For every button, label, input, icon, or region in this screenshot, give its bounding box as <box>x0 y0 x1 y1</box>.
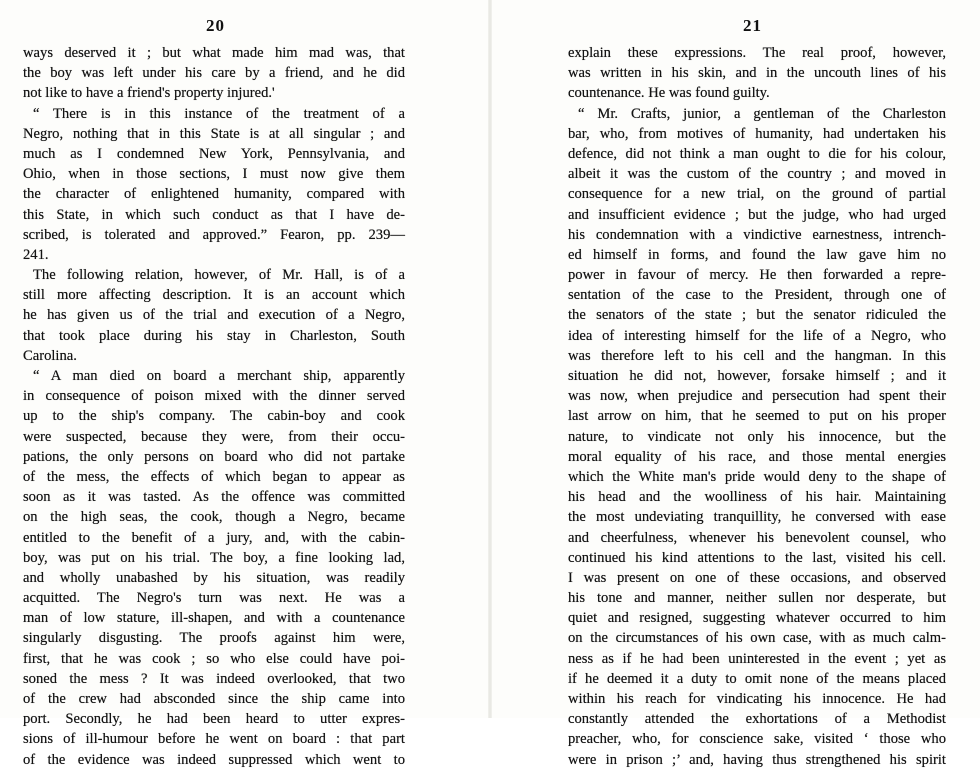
text-line: in consequence of poison mixed with the dinner served <box>23 388 405 405</box>
text-line: Negro, nothing that in this State is at all singular ; and <box>23 125 405 142</box>
text-line: albeit it was the custom of the country ; and moved in <box>568 166 946 183</box>
text-line: was now, when prejudice and persecution had spent their <box>568 388 946 405</box>
text-line: his tone and manner, neither sullen nor desperate, but <box>568 590 946 607</box>
text-line: Carolina. <box>23 347 77 364</box>
text-line: of the mess, the effects of which began to appear as <box>23 468 405 485</box>
text-line: soned the mess ? It was indeed overlooked, that two <box>23 670 405 687</box>
text-line: explain these expressions. The real proof, however, <box>568 45 946 61</box>
text-line: soon as it was tasted. As the offence was committed <box>23 489 405 506</box>
text-line: acquitted. The Negro's turn was next. He was a <box>23 590 405 607</box>
text-line: countenance. He was found guilty. <box>568 85 770 102</box>
text-line: his condemnation with a vindictive earnestness, intrench- <box>568 226 946 243</box>
text-line: and wholly unabashed by his situation, was readily <box>23 569 405 586</box>
text-line: man of low stature, ill-shapen, and with a countenance <box>23 610 405 627</box>
page-number: 21 <box>743 16 762 35</box>
text-line: of the crew had absconded since the ship came into <box>23 691 405 707</box>
text-line: on the high seas, the cook, though a Negro, became <box>23 509 405 526</box>
text-line: defence, did not think a man ought to die for his colour, <box>568 145 946 162</box>
page-text <box>23 43 405 770</box>
text-line: that took place during his stay in Charleston, South <box>23 327 405 344</box>
text-line: of the evidence was indeed suppressed which went to <box>23 751 405 768</box>
text-line: and cheerfulness, whenever his benevolent counsel, who <box>568 529 946 546</box>
text-line: last arrow on him, that he seemed to put on his proper <box>568 408 946 425</box>
text-line: constantly attended the exhortations of a Methodist <box>568 711 946 728</box>
text-line: not like to have a friend's property injured.' <box>23 85 275 102</box>
text-line: “ There is in this instance of the treatment of a <box>33 105 405 122</box>
text-line: the boy was left under his care by a friend, and he did <box>23 65 405 82</box>
text-line: port. Secondly, he had been heard to utter expres- <box>23 711 405 728</box>
text-line: situation he did not, however, forsake himself ; and it <box>568 368 946 384</box>
text-line: preacher, who, for conscience sake, visited ‘ those who <box>568 731 946 748</box>
text-line: if he deemed it a duty to omit none of the means placed <box>568 670 946 687</box>
text-line: he has given us of the trial and execution of a Negro, <box>23 307 405 324</box>
text-line: and insufficient evidence ; but the judge, who had urged <box>568 206 946 223</box>
text-line: on the circumstances of his own case, with as much calm- <box>568 630 946 647</box>
text-line: The following relation, however, of Mr. Hall, is of a <box>33 267 405 284</box>
text-line: was written in his skin, and in the uncouth lines of his <box>568 65 946 82</box>
text-line: were suspected, because they were, from their occu- <box>23 428 405 445</box>
text-line: the character of enlightened humanity, compared with <box>23 186 405 203</box>
text-line: sentation of the case to the President, through one of <box>568 287 946 304</box>
text-line: entitled to the benefit of a jury, and, with the cabin- <box>23 529 405 546</box>
text-line: ness as if he had been uninterested in the event ; yet as <box>568 650 946 667</box>
text-line: still more affecting description. It is an account which <box>23 287 405 304</box>
text-line: Ohio, when in those sections, I must now give them <box>23 166 405 183</box>
text-line: boy, was put on his trial. The boy, a fine looking lad, <box>23 549 405 566</box>
text-line: sions of ill-humour before he went on board : that part <box>23 731 405 748</box>
text-line: which the White man's pride would deny to the shape of <box>568 468 946 485</box>
text-line: pations, the only persons on board who did not partake <box>23 448 405 465</box>
text-line: consequence for a new trial, on the ground of partial <box>568 186 946 203</box>
text-line: first, that he was cook ; so who else could have poi- <box>23 650 405 667</box>
text-line: was therefore left to his cell and the hangman. In this <box>568 347 946 364</box>
text-line: “ A man died on board a merchant ship, apparently <box>33 368 405 384</box>
text-line: singularly disgusting. The proofs against him were, <box>23 630 405 647</box>
text-line: idea of interesting himself for the life of a Negro, who <box>568 327 946 344</box>
text-line: 241. <box>23 246 49 263</box>
page-number: 20 <box>206 16 225 35</box>
text-line: ed himself in forms, and found the law gave him no <box>568 246 946 263</box>
text-line: the most undeviating tranquillity, he conversed with ease <box>568 509 946 526</box>
text-line: ways deserved it ; but what made him mad was, that <box>23 45 405 61</box>
text-line: “ Mr. Crafts, junior, a gentleman of the Charleston <box>578 105 946 122</box>
text-line: up to the ship's company. The cabin-boy and cook <box>23 408 405 425</box>
text-line: moral equality of his race, and those mental energies <box>568 448 946 465</box>
text-line: within his reach for vindicating his innocence. He had <box>568 691 946 707</box>
text-line: the senators of the state ; but the senator ridiculed the <box>568 307 946 324</box>
text-line: his head and the woolliness of his hair. Maintaining <box>568 489 946 506</box>
page-text <box>568 43 946 770</box>
text-line: power in favour of mercy. He then forwarded a repre- <box>568 267 946 284</box>
text-line: continued his kind attentions to the last, visited his cell. <box>568 549 946 566</box>
text-line: scribed, is tolerated and approved.” Fearon, pp. 239— <box>23 226 405 243</box>
text-line: much as I condemned New York, Pennsylvania, and <box>23 145 405 162</box>
text-line: this State, in which such conduct as that I have de- <box>23 206 405 223</box>
text-line: bar, who, from motives of humanity, had undertaken his <box>568 125 946 142</box>
text-line: quiet and resigned, suggesting whatever occurred to him <box>568 610 946 627</box>
left-page <box>0 0 490 768</box>
text-line: were in prison ;’ and, having thus strengthened his spirit <box>568 751 946 768</box>
text-line: nature, to vindicate not only his innocence, but the <box>568 428 946 445</box>
right-page <box>490 0 980 768</box>
text-line: I was present on one of these occasions, and observed <box>568 569 946 586</box>
